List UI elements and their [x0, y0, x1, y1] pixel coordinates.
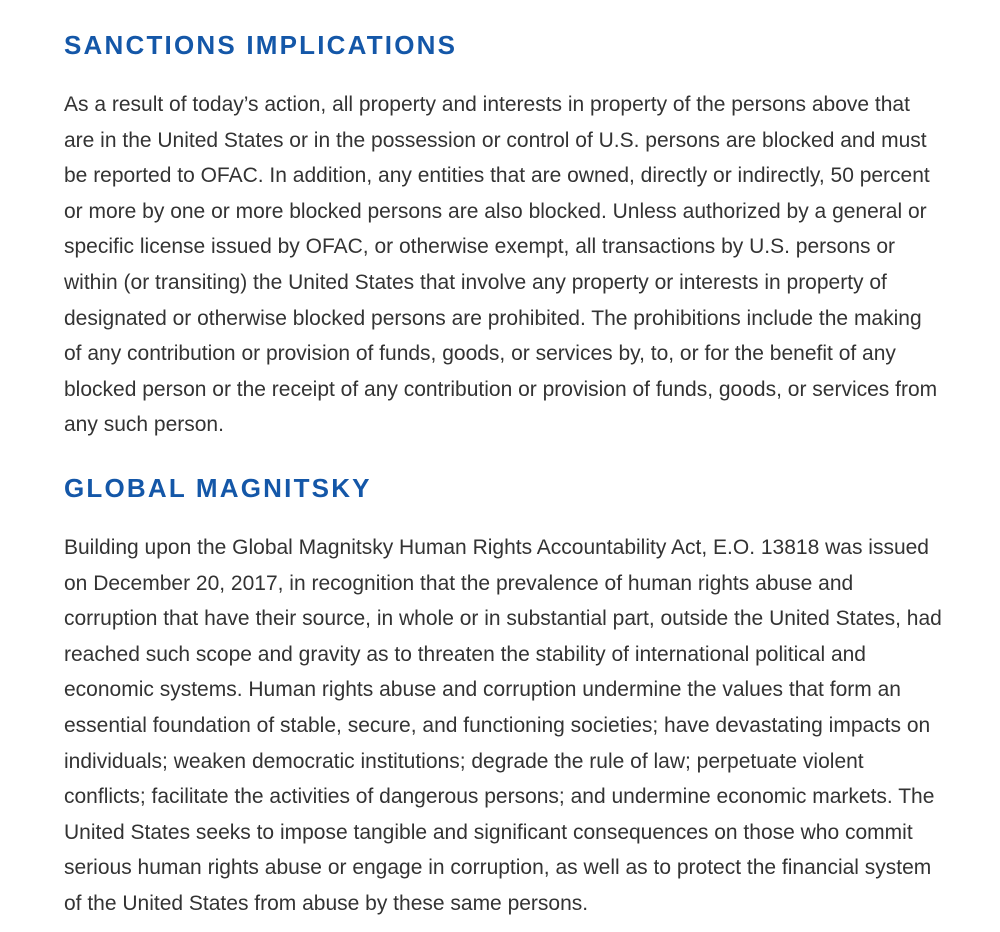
section-heading-global-magnitsky: GLOBAL MAGNITSKY [64, 473, 372, 503]
section-paragraph-sanctions-implications: As a result of today’s action, all property and interests in property of the persons above that are in the United States or in the possession or control of U.S. persons are blocked and must be reported to OFAC. In addition, any entities that are owned, directly or indirectly, 50 percent or more by one or more blocked persons are also blocked. Unless authorized by a general or specific license issued by OFAC, or otherwise exempt, all transactions by U.S. persons or within (or transiting) the United States that involve any property or interests in property of designated or otherwise blocked persons are prohibited. The prohibitions include the making of any contribution or provision of funds, goods, or services by, to, or for the benefit of any blocked person or the receipt of any contribution or provision of funds, goods, or services from any such person. [64, 93, 938, 437]
section-heading-sanctions-implications: SANCTIONS IMPLICATIONS [64, 30, 458, 60]
section-paragraph-global-magnitsky: Building upon the Global Magnitsky Human Rights Accountability Act, E.O. 13818 was issued on December 20, 2017, in recognition that the prevalence of human rights abuse and corruption that have their source, in whole or in substantial part, outside the United States, had reached such scope and gravity as to threaten the stability of international political and economic systems. Human rights abuse and corruption undermine the values that form an essential foundation of stable, secure, and functioning societies; have devastating impacts on individuals; weaken democratic institutions; degrade the rule of law; perpetuate violent conflicts; facilitate the activities of dangerous persons; and undermine economic markets. The United States seeks to impose tangible and significant consequences on those who commit serious human rights abuse or engage in corruption, as well as to protect the financial system of the United States from abuse by these same persons. [64, 536, 942, 915]
